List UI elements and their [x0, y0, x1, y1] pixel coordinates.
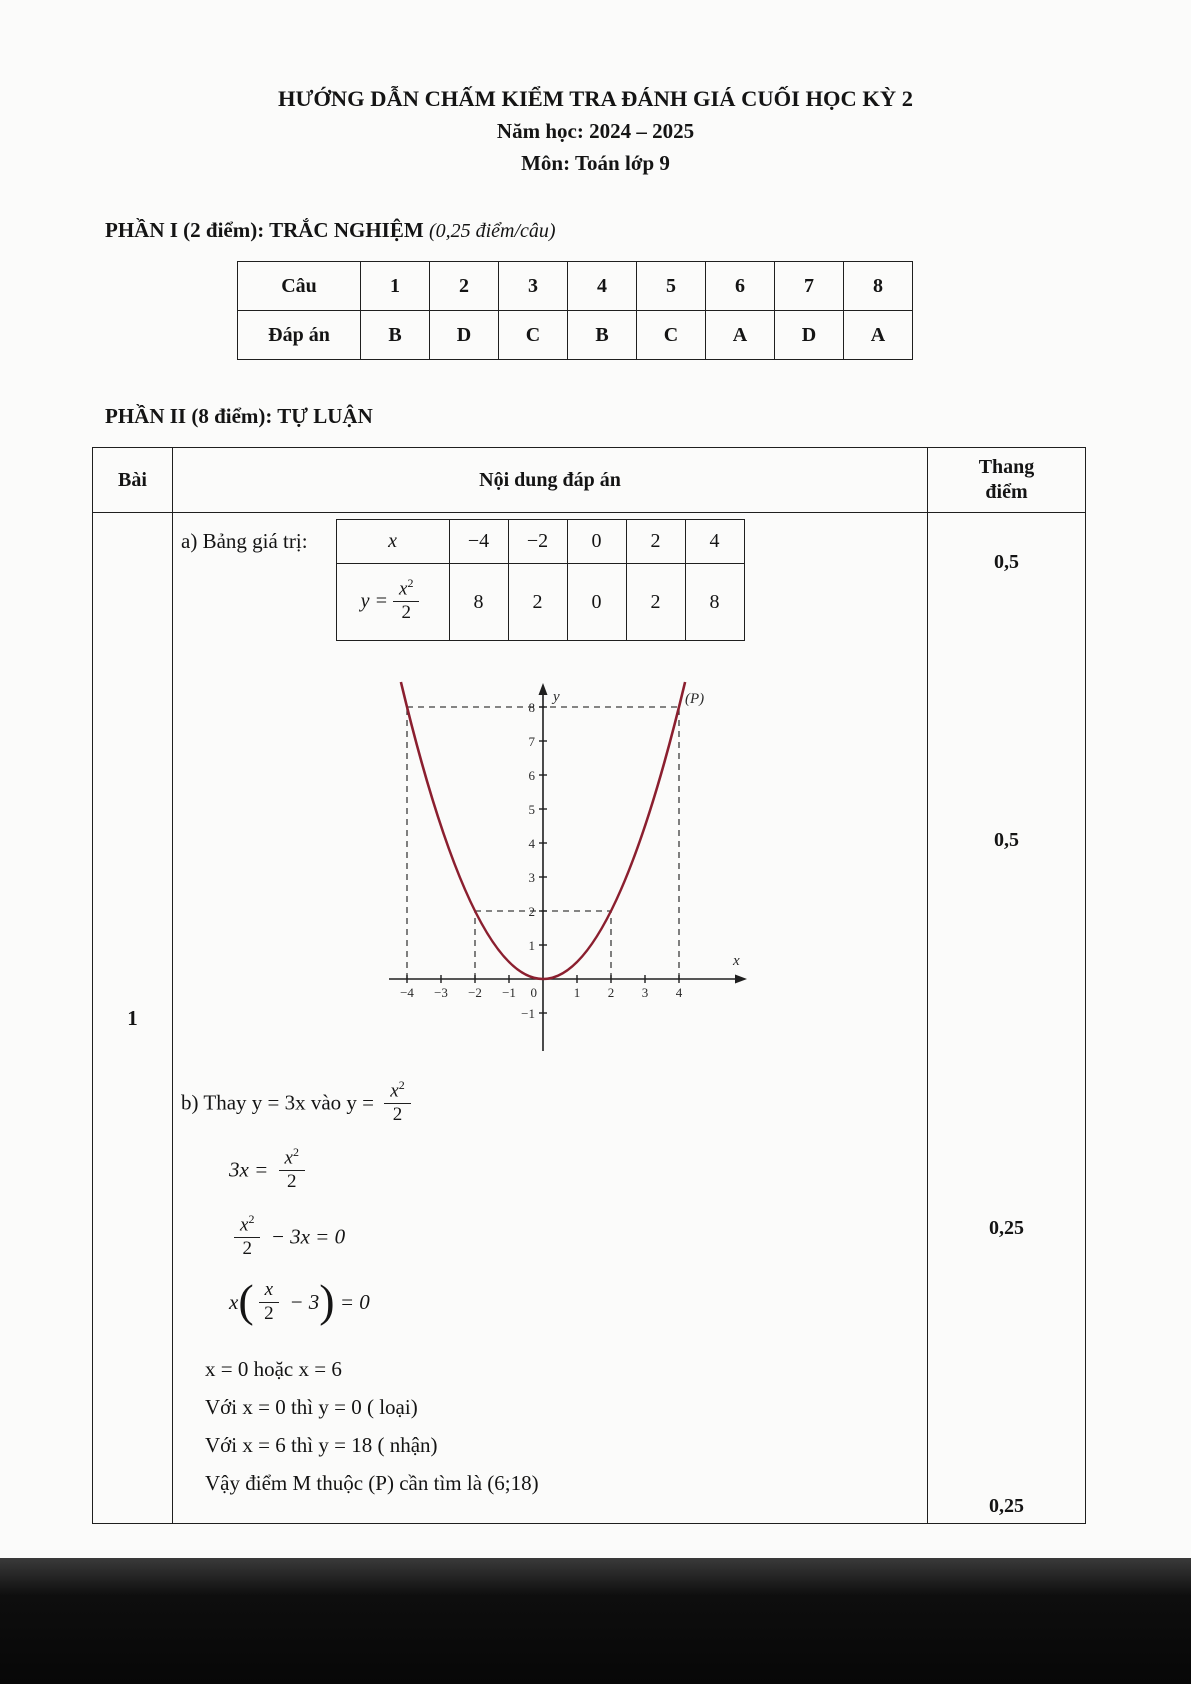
- x-tick-label: −1: [502, 985, 516, 1000]
- subject-line: Môn: Toán lớp 9: [521, 151, 670, 175]
- x-value: 0: [567, 520, 626, 564]
- part-b-intro: [181, 1080, 927, 1129]
- x-row: [336, 520, 744, 564]
- solution-line: x = 0 hoặc x = 6: [205, 1357, 342, 1382]
- x-value: 2: [626, 520, 685, 564]
- y-tick-label: 5: [528, 802, 535, 817]
- answer-cell: D: [430, 311, 499, 360]
- fraction: [393, 576, 419, 625]
- question-number: 5: [637, 262, 706, 311]
- score-header-line2: điểm: [985, 481, 1028, 503]
- x-symbol: x: [388, 530, 397, 552]
- y-tick-label: 4: [528, 836, 535, 851]
- x-value: −2: [508, 520, 567, 564]
- answer-key-table: [237, 261, 913, 360]
- solution-line: Vậy điểm M thuộc (P) cần tìm là (6;18): [205, 1471, 539, 1496]
- exponent: 2: [248, 1211, 255, 1226]
- x-value: −4: [449, 520, 508, 564]
- question-number: 8: [844, 262, 913, 311]
- x-symbol: x: [229, 1289, 239, 1314]
- solution-table: [92, 447, 1086, 1524]
- part-b-intro-text: b) Thay y = 3x vào y =: [181, 1090, 375, 1115]
- x-tick-label: 2: [607, 985, 615, 1000]
- equation-lhs: 3x =: [229, 1157, 269, 1182]
- x-tick-label: −3: [434, 985, 448, 1000]
- fraction-numerator: [279, 1145, 305, 1171]
- answer-row: [238, 311, 913, 360]
- y-tick-label: 8: [528, 700, 535, 715]
- fraction: [234, 1212, 260, 1261]
- x-symbol: x: [264, 1278, 274, 1300]
- answer-cell: A: [706, 311, 775, 360]
- parabola-graph: [343, 677, 763, 1059]
- equation-rhs: = 0: [339, 1289, 370, 1314]
- fraction-numerator: [259, 1279, 279, 1303]
- problem-content: [173, 513, 928, 1524]
- problem-number: 1: [93, 513, 173, 1524]
- x-tick-label: 1: [573, 985, 581, 1000]
- x-symbol: x: [390, 1080, 399, 1102]
- fraction-numerator: [234, 1212, 260, 1238]
- question-row: [238, 262, 913, 311]
- question-number: 7: [775, 262, 844, 311]
- fraction-denominator: 2: [401, 601, 411, 623]
- y-tick-label: 1: [528, 938, 535, 953]
- score-badge: 0,5: [994, 829, 1019, 851]
- equation-3: [229, 1274, 927, 1328]
- score-column: [928, 513, 1086, 1524]
- y-tick-label: 3: [528, 870, 535, 885]
- x-symbol: x: [399, 577, 408, 599]
- curve-label: (P): [685, 691, 705, 707]
- fraction-numerator: [393, 576, 419, 602]
- x-row-label: [336, 520, 449, 564]
- part-a-label: a) Bảng giá trị:: [181, 529, 308, 553]
- equation-rhs: − 3x = 0: [270, 1224, 346, 1249]
- x-axis-label: x: [733, 953, 740, 969]
- y-equals: y =: [360, 589, 389, 612]
- fraction-denominator: 2: [242, 1237, 252, 1259]
- y-value: 8: [685, 564, 744, 641]
- x-tick-label: −4: [400, 985, 414, 1000]
- exponent: 2: [398, 1078, 405, 1092]
- y-tick-label: 7: [528, 734, 535, 749]
- question-row-label: Câu: [238, 262, 361, 311]
- left-paren: (: [238, 1274, 254, 1326]
- equation-1: [229, 1144, 927, 1196]
- x-tick-label: −2: [468, 985, 482, 1000]
- photo-edge: [0, 1558, 1191, 1684]
- answer-cell: D: [775, 311, 844, 360]
- y-tick-label: 2: [528, 904, 535, 919]
- origin-label: 0: [530, 985, 537, 1000]
- answer-cell: C: [499, 311, 568, 360]
- document-header: [0, 0, 1191, 176]
- y-neg-tick-label: −1: [521, 1006, 535, 1021]
- score-badge: 0,5: [994, 551, 1019, 573]
- y-row-label: [336, 564, 449, 641]
- x-value: 4: [685, 520, 744, 564]
- col-header-bai: Bài: [93, 448, 173, 513]
- exponent: 2: [292, 1144, 299, 1159]
- y-value: 2: [508, 564, 567, 641]
- y-axis-label: y: [553, 689, 560, 705]
- score-badge: 0,25: [989, 1495, 1024, 1517]
- part1-heading: [105, 218, 1191, 243]
- fraction-numerator: [384, 1078, 410, 1104]
- problem-row: [93, 513, 1086, 1524]
- fraction: [384, 1078, 410, 1127]
- part-b-block: [173, 1080, 927, 1327]
- score-badge: 0,25: [989, 1217, 1024, 1239]
- equation-2: [229, 1211, 927, 1263]
- solution-line: Với x = 0 thì y = 0 ( loại): [205, 1395, 418, 1420]
- value-table: [336, 519, 745, 641]
- x-axis-arrow: [735, 975, 747, 984]
- score-header-line1: Thang: [978, 456, 1035, 478]
- equation-mid: − 3: [289, 1289, 320, 1314]
- school-year: Năm học: 2024 – 2025: [496, 119, 695, 143]
- fraction-denominator: 2: [264, 1302, 274, 1324]
- y-axis-arrow: [539, 683, 548, 695]
- fraction: [279, 1145, 305, 1194]
- y-row: [336, 564, 744, 641]
- solution-line: Với x = 6 thì y = 18 ( nhận): [205, 1433, 438, 1458]
- y-tick-label: 6: [528, 768, 535, 783]
- x-symbol: x: [284, 1147, 293, 1169]
- solution-table-header: [93, 448, 1086, 513]
- x-symbol: x: [240, 1214, 249, 1236]
- question-number: 4: [568, 262, 637, 311]
- conclusion-block: [205, 1357, 927, 1496]
- x-tick-label: 4: [675, 985, 683, 1000]
- x-tick-label: 3: [641, 985, 649, 1000]
- part-a-block: [173, 513, 927, 641]
- right-paren: ): [319, 1274, 335, 1326]
- question-number: 2: [430, 262, 499, 311]
- col-header-content: Nội dung đáp án: [173, 448, 928, 513]
- answer-cell: A: [844, 311, 913, 360]
- question-number: 1: [361, 262, 430, 311]
- document-title: HƯỚNG DẪN CHẤM KIỂM TRA ĐÁNH GIÁ CUỐI HỌC KỲ 2: [277, 86, 913, 111]
- fraction-denominator: 2: [392, 1104, 403, 1126]
- exponent: 2: [407, 575, 414, 590]
- fraction: [259, 1279, 279, 1326]
- y-value: 8: [449, 564, 508, 641]
- y-value: 0: [567, 564, 626, 641]
- question-number: 6: [706, 262, 775, 311]
- part1-heading-note: (0,25 điểm/câu): [428, 220, 556, 242]
- graph-container: [343, 677, 927, 1064]
- part2-heading: PHẦN II (8 điểm): TỰ LUẬN: [105, 404, 373, 428]
- col-header-score: [928, 448, 1086, 513]
- answer-cell: C: [637, 311, 706, 360]
- y-value: 2: [626, 564, 685, 641]
- part1-heading-text: PHẦN I (2 điểm): TRẮC NGHIỆM: [105, 218, 424, 242]
- fraction-denominator: 2: [286, 1171, 297, 1193]
- answer-cell: B: [361, 311, 430, 360]
- answer-row-label: Đáp án: [238, 311, 361, 360]
- answer-cell: B: [568, 311, 637, 360]
- question-number: 3: [499, 262, 568, 311]
